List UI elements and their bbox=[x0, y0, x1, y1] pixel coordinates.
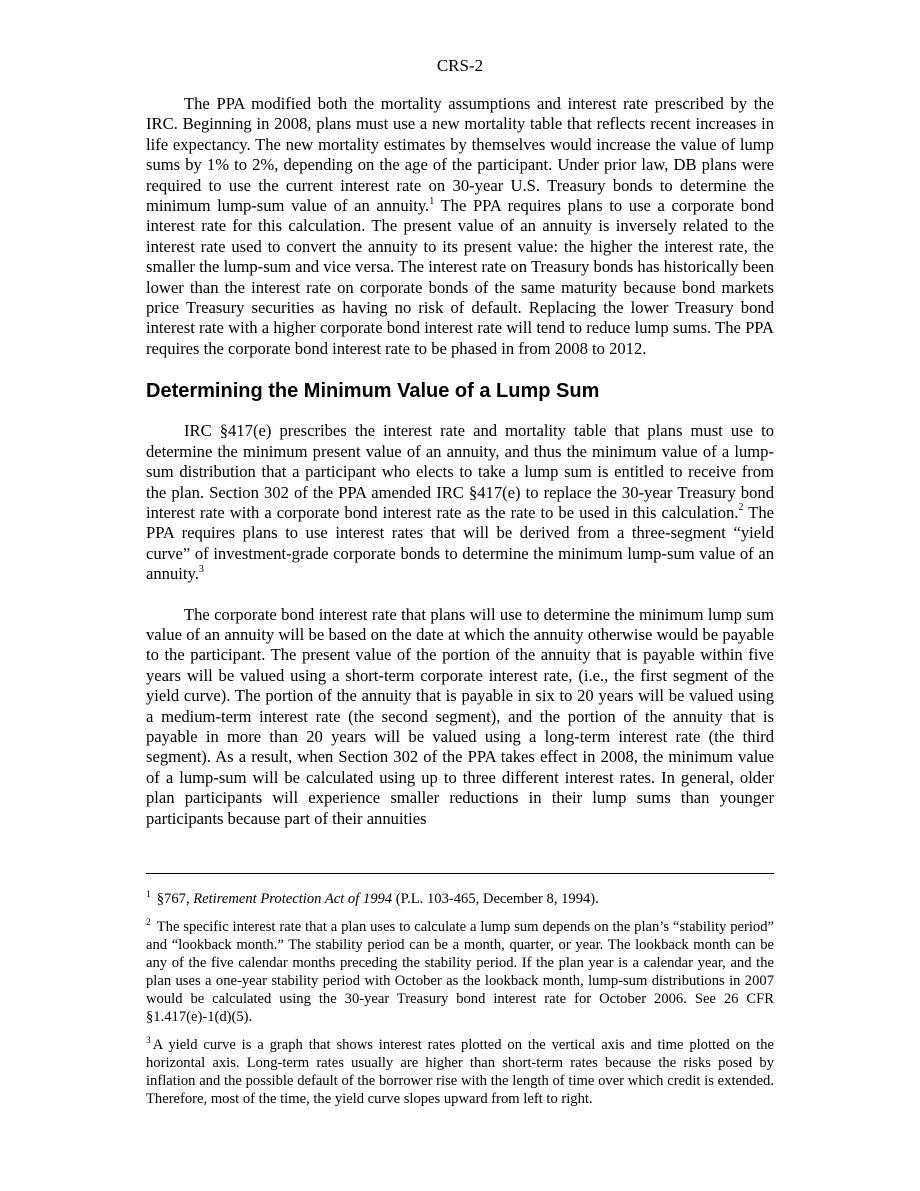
paragraph-ppa-modifications: The PPA modified both the mortality assumptions and interest rate prescribed by the IRC. Beginning in 2008, plans must use a new mortality table that reflects recent increases in life expectancy. The new mortality estimates by themselves would increase the value of lump sums by 1% to 2%, depending on the age of the participant. Under prior law, DB plans were required to use the current interest rate on 30-year U.S. Treasury bonds to determine the minimum lump-sum value of an annuity.$^1$ The PPA requires plans to use a corporate bond interest rate for this calculation. The present value of an annuity is inversely related to the interest rate used to convert the annuity to its present value: the higher the interest rate, the smaller the lump-sum and vice versa. The interest rate on Treasury bonds has historically been lower than the interest rate on corporate bonds of the same maturity because bond markets price Treasury securities as having no risk of default. Replacing the lower Treasury bond interest rate with a higher corporate bond interest rate will tend to reduce lump sums. The PPA requires the corporate bond interest rate to be phased in from 2008 to 2012. bbox=[146, 94, 774, 358]
footnotes bbox=[146, 890, 774, 1108]
page-header bbox=[0, 56, 920, 76]
footnote-marker: 2 bbox=[146, 918, 151, 929]
footnote-divider bbox=[146, 873, 774, 874]
footnote-ref-3[interactable]: 3 bbox=[198, 563, 204, 575]
paragraph-irc-417e: IRC §417(e) prescribes the interest rate and mortality table that plans must use to determine the minimum present value of an annuity, and thus the minimum value of a lump-sum distribution that a participant who elects to take a lump sum is entitled to receive from the plan. Section 302 of the PPA amended IRC §417(e) to replace the 30-year Treasury bond interest rate with a corporate bond interest rate as the rate to be used in this calculation.$^2$ The PPA requires plans to use interest rates that will be derived from a three-segment “yield curve” of investment-grade corporate bonds to determine the minimum lump-sum value of an annuity.$^3$ bbox=[146, 421, 774, 584]
footnote-ref-1[interactable]: 1 bbox=[429, 195, 435, 207]
footnote-3: $^3$ A yield curve is a graph that shows interest rates plotted on the vertical axis and time plotted on the horizontal axis. Long-term rates usually are higher than short-term rates because the risks posed by inflation and the possible default of the borrower rise with the length of time over which credit is extended. Therefore, most of the time, the yield curve slopes upward from left to right. bbox=[146, 1036, 774, 1107]
body-text bbox=[146, 94, 774, 829]
page-number: CRS-2 bbox=[436, 56, 484, 75]
footnote-ref-2[interactable]: 2 bbox=[738, 502, 744, 514]
footnote-1: $^1$ §767, Retirement Protection Act of 1994 (P.L. 103-465, December 8, 1994). bbox=[146, 890, 599, 907]
footnote-act-title: Retirement Protection Act of 1994 bbox=[193, 891, 393, 907]
footnote-marker: 3 bbox=[146, 1036, 151, 1047]
paragraph-corporate-bond-rate: The corporate bond interest rate that plans will use to determine the minimum lump sum value of an annuity will be based on the date at which the annuity otherwise would be payable to the participant. The present value of the portion of the annuity that is payable within five years will be valued using a short-term corporate interest rate, (i.e., the first segment of the yield curve). The portion of the annuity that is payable in six to 20 years will be valued using a medium-term interest rate (the second segment), and the portion of the annuity that is payable in more than 20 years will be valued using a long-term interest rate (the third segment). As a result, when Section 302 of the PPA takes effect in 2008, the minimum value of a lump-sum will be calculated using up to three different interest rates. In general, older plan participants will experience smaller reductions in their lump sums than younger participants because part of their annuities bbox=[146, 604, 774, 828]
footnote-2: $^2$ The specific interest rate that a plan uses to calculate a lump sum depends on the plan’s “stability period” and “lookback month.” The stability period can be a month, quarter, or year. The lookback month can be any of the five calendar months preceding the stability period. If the plan year is a calendar year, and the plan uses a one-year stability period with October as the lookback month, lump-sum distributions in 2007 would be calculated using the 30-year Treasury bond interest rate for October 2006. See 26 CFR §1.417(e)-1(d)(5). bbox=[146, 918, 774, 1025]
footnote-marker: 1 bbox=[146, 890, 151, 901]
section-heading: Determining the Minimum Value of a Lump Sum bbox=[146, 380, 600, 403]
